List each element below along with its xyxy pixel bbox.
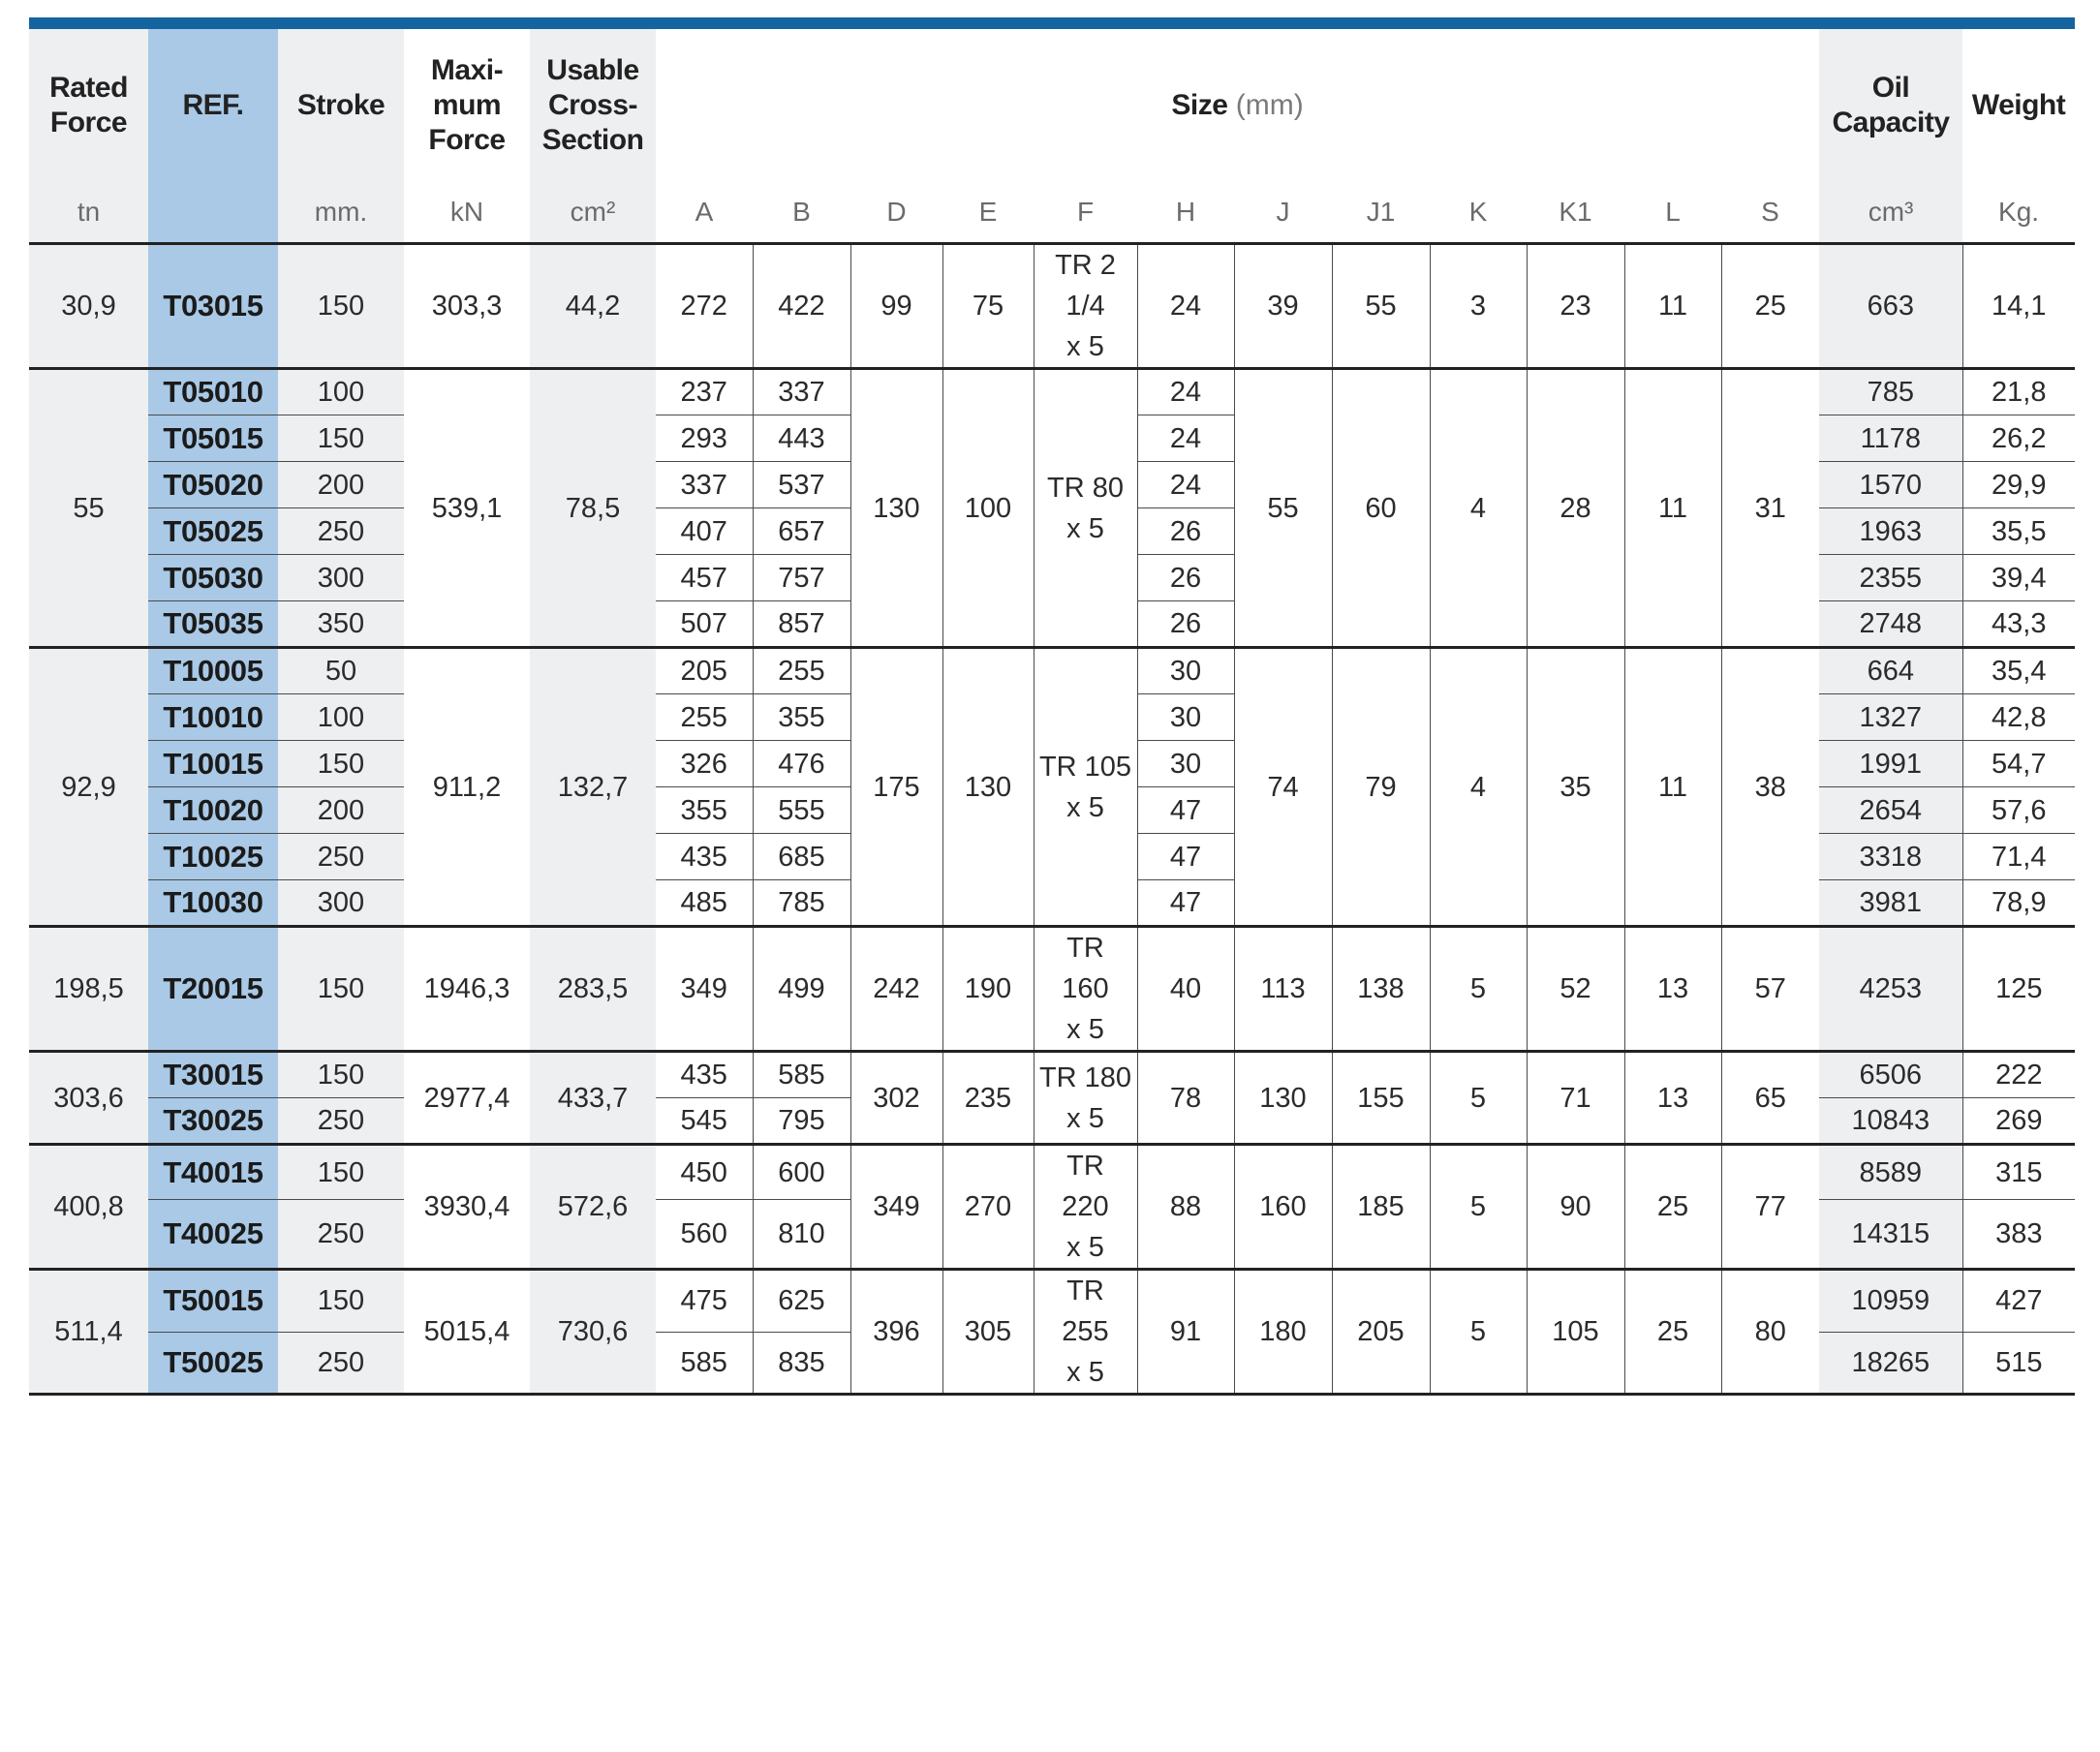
unit-stroke: mm. bbox=[278, 182, 404, 244]
ref-cell: T05025 bbox=[148, 508, 278, 555]
stroke-cell: 150 bbox=[278, 741, 404, 787]
K-cell: 5 bbox=[1430, 1052, 1527, 1145]
K1-cell: 105 bbox=[1527, 1270, 1624, 1395]
H-cell: 88 bbox=[1137, 1145, 1234, 1270]
max-force-cell: 303,3 bbox=[404, 244, 530, 369]
K1-cell: 35 bbox=[1527, 648, 1624, 927]
col-S: S bbox=[1721, 182, 1819, 244]
table-row bbox=[29, 244, 2075, 369]
max-force-cell: 5015,4 bbox=[404, 1270, 530, 1395]
J1-cell: 205 bbox=[1332, 1270, 1430, 1395]
L-cell: 25 bbox=[1624, 1145, 1721, 1270]
stroke-cell: 100 bbox=[278, 369, 404, 415]
table-header bbox=[29, 29, 2075, 244]
stroke-cell: 150 bbox=[278, 1052, 404, 1098]
H-cell: 30 bbox=[1137, 741, 1234, 787]
cylinder-spec-table bbox=[29, 29, 2075, 1396]
H-cell: 30 bbox=[1137, 648, 1234, 694]
stroke-cell: 250 bbox=[278, 1200, 404, 1270]
B-cell: 757 bbox=[753, 555, 850, 601]
B-cell: 600 bbox=[753, 1145, 850, 1200]
L-cell: 13 bbox=[1624, 927, 1721, 1052]
K1-cell: 71 bbox=[1527, 1052, 1624, 1145]
ref-cell: T05030 bbox=[148, 555, 278, 601]
S-cell: 25 bbox=[1721, 244, 1819, 369]
table-row bbox=[29, 1270, 2075, 1333]
oil-capacity-cell: 2748 bbox=[1819, 601, 1962, 648]
ref-cell: T03015 bbox=[148, 244, 278, 369]
stroke-cell: 250 bbox=[278, 834, 404, 880]
unit-ref bbox=[148, 182, 278, 244]
E-cell: 270 bbox=[942, 1145, 1034, 1270]
H-cell: 91 bbox=[1137, 1270, 1234, 1395]
J1-cell: 185 bbox=[1332, 1145, 1430, 1270]
J1-cell: 55 bbox=[1332, 244, 1430, 369]
col-L: L bbox=[1624, 182, 1721, 244]
B-cell: 255 bbox=[753, 648, 850, 694]
stroke-cell: 250 bbox=[278, 508, 404, 555]
B-cell: 657 bbox=[753, 508, 850, 555]
weight-cell: 42,8 bbox=[1962, 694, 2075, 741]
oil-capacity-cell: 1570 bbox=[1819, 462, 1962, 508]
rated-force-cell: 511,4 bbox=[29, 1270, 148, 1395]
oil-capacity-cell: 10959 bbox=[1819, 1270, 1962, 1333]
rated-force-cell: 92,9 bbox=[29, 648, 148, 927]
B-cell: 443 bbox=[753, 415, 850, 462]
oil-capacity-cell: 8589 bbox=[1819, 1145, 1962, 1200]
ref-cell: T05010 bbox=[148, 369, 278, 415]
D-cell: 175 bbox=[850, 648, 942, 927]
table-row bbox=[29, 369, 2075, 415]
weight-cell: 26,2 bbox=[1962, 415, 2075, 462]
rated-force-cell: 303,6 bbox=[29, 1052, 148, 1145]
A-cell: 205 bbox=[656, 648, 753, 694]
ref-cell: T10005 bbox=[148, 648, 278, 694]
H-cell: 47 bbox=[1137, 787, 1234, 834]
unit-usable: cm² bbox=[530, 182, 656, 244]
weight-cell: 35,5 bbox=[1962, 508, 2075, 555]
weight-cell: 43,3 bbox=[1962, 601, 2075, 648]
F-line: 220 bbox=[1062, 1191, 1109, 1222]
stroke-cell: 250 bbox=[278, 1098, 404, 1145]
E-cell: 75 bbox=[942, 244, 1034, 369]
B-cell: 810 bbox=[753, 1200, 850, 1270]
ref-cell: T05015 bbox=[148, 415, 278, 462]
stroke-cell: 150 bbox=[278, 927, 404, 1052]
J-cell: 160 bbox=[1234, 1145, 1332, 1270]
A-cell: 507 bbox=[656, 601, 753, 648]
B-cell: 795 bbox=[753, 1098, 850, 1145]
ref-cell: T10030 bbox=[148, 880, 278, 927]
weight-cell: 383 bbox=[1962, 1200, 2075, 1270]
rated-force-cell: 198,5 bbox=[29, 927, 148, 1052]
B-cell: 537 bbox=[753, 462, 850, 508]
F-line: x 5 bbox=[1066, 1357, 1104, 1388]
oil-capacity-cell: 663 bbox=[1819, 244, 1962, 369]
rated-force-cell: 400,8 bbox=[29, 1145, 148, 1270]
ref-cell: T40015 bbox=[148, 1145, 278, 1200]
unit-rated-force: tn bbox=[29, 182, 148, 244]
col-J1: J1 bbox=[1332, 182, 1430, 244]
oil-capacity-cell: 1178 bbox=[1819, 415, 1962, 462]
unit-weight: Kg. bbox=[1962, 182, 2075, 244]
B-cell: 785 bbox=[753, 880, 850, 927]
table-row bbox=[29, 1052, 2075, 1098]
col-D: D bbox=[850, 182, 942, 244]
J-cell: 113 bbox=[1234, 927, 1332, 1052]
K-cell: 3 bbox=[1430, 244, 1527, 369]
A-cell: 326 bbox=[656, 741, 753, 787]
ref-cell: T50015 bbox=[148, 1270, 278, 1333]
F-cell bbox=[1034, 648, 1137, 927]
col-K1: K1 bbox=[1527, 182, 1624, 244]
oil-capacity-cell: 6506 bbox=[1819, 1052, 1962, 1098]
F-line: TR 80 bbox=[1047, 472, 1124, 504]
B-cell: 337 bbox=[753, 369, 850, 415]
E-cell: 100 bbox=[942, 369, 1034, 648]
L-cell: 25 bbox=[1624, 1270, 1721, 1395]
A-cell: 255 bbox=[656, 694, 753, 741]
table-row bbox=[29, 927, 2075, 1052]
E-cell: 305 bbox=[942, 1270, 1034, 1395]
A-cell: 355 bbox=[656, 787, 753, 834]
H-cell: 47 bbox=[1137, 834, 1234, 880]
unit-max-force: kN bbox=[404, 182, 530, 244]
L-cell: 13 bbox=[1624, 1052, 1721, 1145]
H-cell: 26 bbox=[1137, 555, 1234, 601]
H-cell: 24 bbox=[1137, 244, 1234, 369]
oil-capacity-cell: 1991 bbox=[1819, 741, 1962, 787]
S-cell: 57 bbox=[1721, 927, 1819, 1052]
ref-cell: T05020 bbox=[148, 462, 278, 508]
header-usable-cross-section: Usable Cross- Section bbox=[530, 29, 656, 182]
D-cell: 130 bbox=[850, 369, 942, 648]
B-cell: 476 bbox=[753, 741, 850, 787]
stroke-cell: 150 bbox=[278, 244, 404, 369]
weight-cell: 29,9 bbox=[1962, 462, 2075, 508]
table-row bbox=[29, 1145, 2075, 1200]
header-weight: Weight bbox=[1971, 89, 2066, 121]
weight-cell: 427 bbox=[1962, 1270, 2075, 1333]
usable-cell: 572,6 bbox=[530, 1145, 656, 1270]
A-cell: 407 bbox=[656, 508, 753, 555]
E-cell: 130 bbox=[942, 648, 1034, 927]
J-cell: 180 bbox=[1234, 1270, 1332, 1395]
stroke-cell: 150 bbox=[278, 1270, 404, 1333]
F-line: 255 bbox=[1062, 1316, 1109, 1347]
J1-cell: 79 bbox=[1332, 648, 1430, 927]
H-cell: 24 bbox=[1137, 369, 1234, 415]
K-cell: 5 bbox=[1430, 1145, 1527, 1270]
ref-cell: T10025 bbox=[148, 834, 278, 880]
stroke-cell: 300 bbox=[278, 880, 404, 927]
table-row bbox=[29, 648, 2075, 694]
D-cell: 349 bbox=[850, 1145, 942, 1270]
H-cell: 30 bbox=[1137, 694, 1234, 741]
J1-cell: 60 bbox=[1332, 369, 1430, 648]
weight-cell: 315 bbox=[1962, 1145, 2075, 1200]
H-cell: 40 bbox=[1137, 927, 1234, 1052]
stroke-cell: 100 bbox=[278, 694, 404, 741]
K-cell: 4 bbox=[1430, 648, 1527, 927]
stroke-cell: 200 bbox=[278, 787, 404, 834]
D-cell: 396 bbox=[850, 1270, 942, 1395]
F-line: TR bbox=[1066, 1276, 1104, 1306]
max-force-cell: 3930,4 bbox=[404, 1145, 530, 1270]
col-K: K bbox=[1430, 182, 1527, 244]
oil-capacity-cell: 2355 bbox=[1819, 555, 1962, 601]
H-cell: 26 bbox=[1137, 601, 1234, 648]
max-force-cell: 539,1 bbox=[404, 369, 530, 648]
F-cell bbox=[1034, 369, 1137, 648]
F-cell bbox=[1034, 1145, 1137, 1270]
ref-cell: T20015 bbox=[148, 927, 278, 1052]
units-row bbox=[29, 182, 2075, 244]
J-cell: 130 bbox=[1234, 1052, 1332, 1145]
stroke-cell: 350 bbox=[278, 601, 404, 648]
stroke-cell: 300 bbox=[278, 555, 404, 601]
E-cell: 190 bbox=[942, 927, 1034, 1052]
ref-cell: T10015 bbox=[148, 741, 278, 787]
F-cell bbox=[1034, 927, 1137, 1052]
A-cell: 585 bbox=[656, 1332, 753, 1395]
header-max-force: Maxi- mum Force bbox=[428, 54, 506, 156]
B-cell: 685 bbox=[753, 834, 850, 880]
D-cell: 99 bbox=[850, 244, 942, 369]
K1-cell: 90 bbox=[1527, 1145, 1624, 1270]
weight-cell: 57,6 bbox=[1962, 787, 2075, 834]
F-line: x 5 bbox=[1066, 1102, 1104, 1134]
oil-capacity-cell: 2654 bbox=[1819, 787, 1962, 834]
F-line: TR 2 bbox=[1055, 250, 1116, 281]
K-cell: 5 bbox=[1430, 1270, 1527, 1395]
F-line: TR 105 bbox=[1038, 751, 1132, 783]
F-line: x 5 bbox=[1066, 791, 1104, 823]
stroke-cell: 250 bbox=[278, 1332, 404, 1395]
oil-capacity-cell: 664 bbox=[1819, 648, 1962, 694]
stroke-cell: 150 bbox=[278, 415, 404, 462]
K-cell: 5 bbox=[1430, 927, 1527, 1052]
F-line: 1/4 bbox=[1065, 291, 1105, 322]
max-force-cell: 2977,4 bbox=[404, 1052, 530, 1145]
header-size: Size (mm) bbox=[1171, 89, 1304, 121]
F-line: x 5 bbox=[1066, 1232, 1104, 1263]
weight-cell: 125 bbox=[1962, 927, 2075, 1052]
K-cell: 4 bbox=[1430, 369, 1527, 648]
F-line: TR 180 bbox=[1038, 1061, 1132, 1093]
F-line: TR bbox=[1066, 933, 1104, 964]
A-cell: 237 bbox=[656, 369, 753, 415]
F-cell bbox=[1034, 1270, 1137, 1395]
weight-cell: 222 bbox=[1962, 1052, 2075, 1098]
col-E: E bbox=[942, 182, 1034, 244]
weight-cell: 39,4 bbox=[1962, 555, 2075, 601]
ref-cell: T10020 bbox=[148, 787, 278, 834]
oil-capacity-cell: 4253 bbox=[1819, 927, 1962, 1052]
oil-capacity-cell: 10843 bbox=[1819, 1098, 1962, 1145]
S-cell: 38 bbox=[1721, 648, 1819, 927]
A-cell: 349 bbox=[656, 927, 753, 1052]
B-cell: 857 bbox=[753, 601, 850, 648]
J-cell: 55 bbox=[1234, 369, 1332, 648]
S-cell: 65 bbox=[1721, 1052, 1819, 1145]
oil-capacity-cell: 14315 bbox=[1819, 1200, 1962, 1270]
A-cell: 293 bbox=[656, 415, 753, 462]
rated-force-cell: 55 bbox=[29, 369, 148, 648]
usable-cell: 730,6 bbox=[530, 1270, 656, 1395]
weight-cell: 515 bbox=[1962, 1332, 2075, 1395]
K1-cell: 28 bbox=[1527, 369, 1624, 648]
L-cell: 11 bbox=[1624, 648, 1721, 927]
F-cell bbox=[1034, 1052, 1137, 1145]
ref-cell: T30015 bbox=[148, 1052, 278, 1098]
H-cell: 24 bbox=[1137, 415, 1234, 462]
F-line: x 5 bbox=[1066, 512, 1104, 544]
ref-cell: T40025 bbox=[148, 1200, 278, 1270]
ref-cell: T50025 bbox=[148, 1332, 278, 1395]
A-cell: 337 bbox=[656, 462, 753, 508]
H-cell: 47 bbox=[1137, 880, 1234, 927]
oil-capacity-cell: 785 bbox=[1819, 369, 1962, 415]
rated-force-cell: 30,9 bbox=[29, 244, 148, 369]
spec-table-container bbox=[29, 17, 2075, 1396]
F-line: x 5 bbox=[1066, 331, 1104, 362]
oil-capacity-cell: 3318 bbox=[1819, 834, 1962, 880]
H-cell: 24 bbox=[1137, 462, 1234, 508]
table-body bbox=[29, 244, 2075, 1395]
col-F: F bbox=[1034, 182, 1137, 244]
B-cell: 422 bbox=[753, 244, 850, 369]
ref-cell: T30025 bbox=[148, 1098, 278, 1145]
L-cell: 11 bbox=[1624, 369, 1721, 648]
B-cell: 355 bbox=[753, 694, 850, 741]
S-cell: 31 bbox=[1721, 369, 1819, 648]
usable-cell: 132,7 bbox=[530, 648, 656, 927]
A-cell: 435 bbox=[656, 834, 753, 880]
J1-cell: 155 bbox=[1332, 1052, 1430, 1145]
usable-cell: 44,2 bbox=[530, 244, 656, 369]
header-ref: REF. bbox=[148, 29, 278, 182]
oil-capacity-cell: 1963 bbox=[1819, 508, 1962, 555]
oil-capacity-cell: 3981 bbox=[1819, 880, 1962, 927]
A-cell: 560 bbox=[656, 1200, 753, 1270]
J-cell: 74 bbox=[1234, 648, 1332, 927]
A-cell: 272 bbox=[656, 244, 753, 369]
L-cell: 11 bbox=[1624, 244, 1721, 369]
max-force-cell: 1946,3 bbox=[404, 927, 530, 1052]
B-cell: 625 bbox=[753, 1270, 850, 1333]
max-force-cell: 911,2 bbox=[404, 648, 530, 927]
weight-cell: 54,7 bbox=[1962, 741, 2075, 787]
header-oil-capacity: Oil Capacity bbox=[1819, 29, 1962, 182]
weight-cell: 71,4 bbox=[1962, 834, 2075, 880]
H-cell: 26 bbox=[1137, 508, 1234, 555]
weight-cell: 78,9 bbox=[1962, 880, 2075, 927]
oil-capacity-cell: 1327 bbox=[1819, 694, 1962, 741]
usable-cell: 433,7 bbox=[530, 1052, 656, 1145]
K1-cell: 52 bbox=[1527, 927, 1624, 1052]
stroke-cell: 200 bbox=[278, 462, 404, 508]
B-cell: 555 bbox=[753, 787, 850, 834]
usable-cell: 78,5 bbox=[530, 369, 656, 648]
B-cell: 835 bbox=[753, 1332, 850, 1395]
J-cell: 39 bbox=[1234, 244, 1332, 369]
header-rated-force: Rated Force bbox=[29, 29, 148, 182]
col-H: H bbox=[1137, 182, 1234, 244]
ref-cell: T10010 bbox=[148, 694, 278, 741]
col-B: B bbox=[753, 182, 850, 244]
A-cell: 475 bbox=[656, 1270, 753, 1333]
oil-capacity-cell: 18265 bbox=[1819, 1332, 1962, 1395]
F-line: 160 bbox=[1062, 973, 1109, 1004]
usable-cell: 283,5 bbox=[530, 927, 656, 1052]
A-cell: 545 bbox=[656, 1098, 753, 1145]
stroke-cell: 50 bbox=[278, 648, 404, 694]
D-cell: 302 bbox=[850, 1052, 942, 1145]
E-cell: 235 bbox=[942, 1052, 1034, 1145]
unit-oil: cm³ bbox=[1819, 182, 1962, 244]
D-cell: 242 bbox=[850, 927, 942, 1052]
F-line: x 5 bbox=[1066, 1014, 1104, 1045]
K1-cell: 23 bbox=[1527, 244, 1624, 369]
header-stroke: Stroke bbox=[278, 29, 404, 182]
H-cell: 78 bbox=[1137, 1052, 1234, 1145]
col-A: A bbox=[656, 182, 753, 244]
weight-cell: 35,4 bbox=[1962, 648, 2075, 694]
weight-cell: 269 bbox=[1962, 1098, 2075, 1145]
A-cell: 450 bbox=[656, 1145, 753, 1200]
A-cell: 485 bbox=[656, 880, 753, 927]
header-accent-bar bbox=[29, 17, 2075, 29]
F-cell bbox=[1034, 244, 1137, 369]
J1-cell: 138 bbox=[1332, 927, 1430, 1052]
B-cell: 585 bbox=[753, 1052, 850, 1098]
B-cell: 499 bbox=[753, 927, 850, 1052]
weight-cell: 21,8 bbox=[1962, 369, 2075, 415]
A-cell: 435 bbox=[656, 1052, 753, 1098]
weight-cell: 14,1 bbox=[1962, 244, 2075, 369]
F-line: TR bbox=[1066, 1151, 1104, 1182]
ref-cell: T05035 bbox=[148, 601, 278, 648]
col-J: J bbox=[1234, 182, 1332, 244]
stroke-cell: 150 bbox=[278, 1145, 404, 1200]
A-cell: 457 bbox=[656, 555, 753, 601]
S-cell: 77 bbox=[1721, 1145, 1819, 1270]
S-cell: 80 bbox=[1721, 1270, 1819, 1395]
